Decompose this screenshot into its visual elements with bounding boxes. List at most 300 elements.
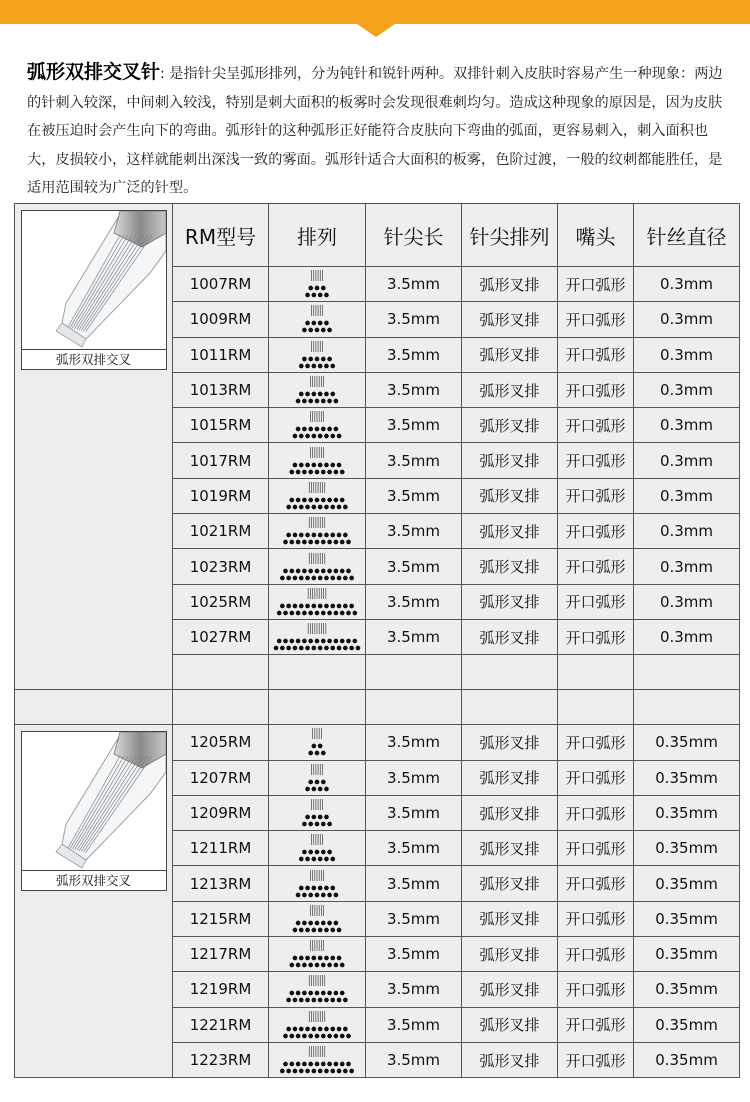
needle-dot bbox=[308, 540, 313, 545]
needle-dot bbox=[343, 1069, 348, 1074]
needle-dot bbox=[286, 575, 291, 580]
needle-dot bbox=[315, 751, 320, 756]
arrangement-diagram-cell bbox=[269, 549, 366, 584]
needle-hairs bbox=[310, 411, 323, 422]
tip-length-cell: 3.5mm bbox=[366, 267, 462, 302]
tip-arrangement-cell: 弧形叉排 bbox=[462, 514, 558, 549]
needle-dot bbox=[315, 469, 320, 474]
needle-dot bbox=[302, 328, 307, 333]
header-diameter: 针丝直径 bbox=[634, 204, 740, 267]
needle-dot bbox=[324, 575, 329, 580]
nozzle-cell: 开口弧形 bbox=[558, 901, 634, 936]
needle-dot bbox=[308, 822, 313, 827]
needle-dot bbox=[324, 786, 329, 791]
needle-dot bbox=[321, 356, 326, 361]
needle-dot bbox=[302, 427, 307, 432]
nozzle-cell: 开口弧形 bbox=[558, 1042, 634, 1077]
needle-dot bbox=[324, 462, 329, 467]
needle-dot bbox=[330, 998, 335, 1003]
needle-dot bbox=[330, 646, 335, 651]
needle-dot bbox=[302, 1033, 307, 1038]
needle-dot bbox=[340, 540, 345, 545]
needle-dot bbox=[340, 639, 345, 644]
needle-dot bbox=[349, 646, 354, 651]
needle-arrangement-diagram bbox=[269, 1043, 365, 1077]
needle-dot bbox=[318, 885, 323, 890]
needle-dot bbox=[330, 603, 335, 608]
needle-dot bbox=[299, 603, 304, 608]
nozzle-cell: 开口弧形 bbox=[558, 584, 634, 619]
needle-dot bbox=[305, 885, 310, 890]
needle-dot bbox=[315, 1062, 320, 1067]
model-cell: 1007RM bbox=[173, 267, 269, 302]
needle-dot bbox=[315, 399, 320, 404]
needle-dot bbox=[330, 575, 335, 580]
needle-dot bbox=[337, 928, 342, 933]
nozzle-cell: 开口弧形 bbox=[558, 795, 634, 830]
needle-dot bbox=[293, 533, 298, 538]
needle-dot bbox=[334, 1033, 339, 1038]
diameter-cell: 0.3mm bbox=[634, 549, 740, 584]
needle-dot bbox=[321, 328, 326, 333]
model-cell: 1221RM bbox=[173, 1007, 269, 1042]
arrangement-diagram-cell bbox=[269, 478, 366, 513]
nozzle-cell: 开口弧形 bbox=[558, 337, 634, 372]
needle-dot bbox=[315, 639, 320, 644]
nozzle-cell: 开口弧形 bbox=[558, 725, 634, 760]
needle-dot bbox=[286, 603, 291, 608]
diameter-cell: 0.35mm bbox=[634, 1007, 740, 1042]
empty-cell bbox=[634, 655, 740, 690]
needle-dot bbox=[330, 363, 335, 368]
needle-arrangement-diagram bbox=[269, 831, 365, 865]
needle-dot bbox=[299, 505, 304, 510]
model-cell: 1209RM bbox=[173, 795, 269, 830]
needle-dot bbox=[334, 1062, 339, 1067]
intro-paragraph bbox=[27, 58, 731, 203]
needle-dot bbox=[346, 1033, 351, 1038]
needle-dot bbox=[302, 568, 307, 573]
needle-dot bbox=[312, 744, 317, 749]
needle-dot bbox=[312, 956, 317, 961]
needle-cartridge-icon bbox=[22, 211, 166, 349]
needle-dot bbox=[324, 603, 329, 608]
model-cell: 1015RM bbox=[173, 408, 269, 443]
nozzle-cell: 开口弧形 bbox=[558, 1007, 634, 1042]
tip-arrangement-cell: 弧形叉排 bbox=[462, 267, 558, 302]
tip-length-cell: 3.5mm bbox=[366, 901, 462, 936]
needle-hairs bbox=[312, 270, 323, 281]
needle-dot bbox=[330, 885, 335, 890]
needle-dot bbox=[308, 751, 313, 756]
needle-dot bbox=[286, 533, 291, 538]
needle-dot bbox=[318, 744, 323, 749]
needle-dot bbox=[308, 1062, 313, 1067]
nozzle-cell: 开口弧形 bbox=[558, 514, 634, 549]
needle-dot bbox=[312, 363, 317, 368]
tip-length-cell: 3.5mm bbox=[366, 478, 462, 513]
tip-arrangement-cell: 弧形叉排 bbox=[462, 831, 558, 866]
needle-dot bbox=[293, 1069, 298, 1074]
empty-cell bbox=[269, 690, 366, 725]
tip-arrangement-cell: 弧形叉排 bbox=[462, 1007, 558, 1042]
needle-dot bbox=[337, 575, 342, 580]
needle-dot bbox=[308, 328, 313, 333]
needle-hairs bbox=[310, 905, 323, 916]
needle-hairs bbox=[309, 975, 324, 986]
needle-dot bbox=[308, 892, 313, 897]
arrangement-diagram-cell bbox=[269, 1042, 366, 1077]
intro-text: : 是指针尖呈弧形排列，分为钝针和锐针两种。双排针刺入皮肤时容易产生一种现象：两边的针刺入较深，中间刺入较浅，特别是刺大面积的板雾时会发现很难刺均匀。造成这种现象的原因是，因为皮肤在被压迫时会产生向下的弯曲。弧形针的这种弧形正好能符合皮肤向下弯曲的弧面，更容易刺入，刺入面积也大，皮损较小，这样就能刺出深浅一致的雾面。弧形针适合大面积的板雾，色阶过渡，一般的纹刺都能胜任，是适用范围较为广泛的针型。 bbox=[27, 66, 723, 197]
needle-dot bbox=[305, 434, 310, 439]
needle-dot bbox=[299, 956, 304, 961]
needle-dot bbox=[343, 533, 348, 538]
needle-dot bbox=[324, 434, 329, 439]
needle-dot bbox=[305, 293, 310, 298]
nozzle-cell: 开口弧形 bbox=[558, 478, 634, 513]
needle-dot bbox=[324, 885, 329, 890]
needle-dot bbox=[315, 610, 320, 615]
model-cell: 1019RM bbox=[173, 478, 269, 513]
needle-dot bbox=[330, 434, 335, 439]
nozzle-cell: 开口弧形 bbox=[558, 619, 634, 654]
arrangement-diagram-cell bbox=[269, 302, 366, 337]
arrangement-diagram-cell bbox=[269, 619, 366, 654]
needle-dot bbox=[312, 998, 317, 1003]
needle-dot bbox=[343, 505, 348, 510]
needle-dot bbox=[318, 646, 323, 651]
needle-arrangement-diagram bbox=[269, 867, 365, 901]
needle-dot bbox=[286, 1026, 291, 1031]
needle-dot bbox=[321, 892, 326, 897]
model-cell: 1207RM bbox=[173, 760, 269, 795]
needle-dot bbox=[315, 963, 320, 968]
needle-dot bbox=[312, 857, 317, 862]
needle-dot bbox=[321, 963, 326, 968]
needle-dot bbox=[327, 356, 332, 361]
needle-dot bbox=[327, 1033, 332, 1038]
product-image-cell-1 bbox=[15, 204, 173, 690]
tip-length-cell: 3.5mm bbox=[366, 619, 462, 654]
diameter-cell: 0.3mm bbox=[634, 337, 740, 372]
tip-length-cell: 3.5mm bbox=[366, 1007, 462, 1042]
needle-dot bbox=[289, 1062, 294, 1067]
needle-dot bbox=[299, 928, 304, 933]
needle-dot bbox=[308, 286, 313, 291]
header-layout: 排列 bbox=[269, 204, 366, 267]
needle-arrangement-diagram bbox=[269, 338, 365, 372]
needle-dot bbox=[327, 540, 332, 545]
header-tip-arrangement: 针尖排列 bbox=[462, 204, 558, 267]
needle-dot bbox=[334, 427, 339, 432]
nozzle-cell: 开口弧形 bbox=[558, 302, 634, 337]
tip-length-cell: 3.5mm bbox=[366, 866, 462, 901]
needle-dot bbox=[286, 505, 291, 510]
needle-dot bbox=[327, 921, 332, 926]
needle-dot bbox=[327, 469, 332, 474]
needle-dot bbox=[318, 857, 323, 862]
needle-dot bbox=[340, 469, 345, 474]
needle-dot bbox=[327, 639, 332, 644]
needle-dot bbox=[324, 646, 329, 651]
top-accent-bar bbox=[0, 0, 750, 24]
needle-arrangement-diagram bbox=[269, 408, 365, 442]
arrangement-diagram-cell bbox=[269, 866, 366, 901]
tip-arrangement-cell: 弧形叉排 bbox=[462, 478, 558, 513]
needle-dot bbox=[302, 892, 307, 897]
needle-dot bbox=[346, 540, 351, 545]
needle-arrangement-diagram bbox=[269, 902, 365, 936]
diameter-cell: 0.35mm bbox=[634, 725, 740, 760]
tip-arrangement-cell: 弧形叉排 bbox=[462, 619, 558, 654]
needle-arrangement-diagram bbox=[269, 373, 365, 407]
needle-hairs bbox=[312, 341, 323, 352]
needle-dot bbox=[321, 469, 326, 474]
needle-dot bbox=[305, 956, 310, 961]
header-nozzle: 嘴头 bbox=[558, 204, 634, 267]
needle-dot bbox=[318, 434, 323, 439]
needle-dot bbox=[349, 575, 354, 580]
needle-dot bbox=[318, 786, 323, 791]
needle-dot bbox=[312, 815, 317, 820]
needle-hairs bbox=[309, 553, 324, 564]
needle-dot bbox=[327, 498, 332, 503]
needle-dot bbox=[289, 568, 294, 573]
needle-hairs bbox=[310, 447, 323, 458]
needle-arrangement-diagram bbox=[269, 444, 365, 478]
tip-length-cell: 3.5mm bbox=[366, 443, 462, 478]
table-row bbox=[15, 725, 740, 760]
needle-dot bbox=[343, 603, 348, 608]
needle-dot bbox=[321, 1033, 326, 1038]
nozzle-cell: 开口弧形 bbox=[558, 267, 634, 302]
tip-arrangement-cell: 弧形叉排 bbox=[462, 408, 558, 443]
arrangement-diagram-cell bbox=[269, 760, 366, 795]
needle-dot bbox=[321, 991, 326, 996]
needle-dot bbox=[352, 639, 357, 644]
needle-dot bbox=[283, 1033, 288, 1038]
needle-dot bbox=[318, 815, 323, 820]
needle-dot bbox=[330, 1026, 335, 1031]
diameter-cell: 0.35mm bbox=[634, 866, 740, 901]
needle-dot bbox=[321, 751, 326, 756]
needle-hairs bbox=[310, 376, 323, 387]
arrangement-diagram-cell bbox=[269, 372, 366, 407]
needle-dot bbox=[346, 639, 351, 644]
needle-dot bbox=[315, 328, 320, 333]
needle-dot bbox=[296, 399, 301, 404]
tip-arrangement-cell: 弧形叉排 bbox=[462, 725, 558, 760]
needle-dot bbox=[343, 1026, 348, 1031]
model-cell: 1009RM bbox=[173, 302, 269, 337]
needle-dot bbox=[330, 392, 335, 397]
needle-dot bbox=[340, 568, 345, 573]
needle-dot bbox=[334, 639, 339, 644]
needle-dot bbox=[334, 498, 339, 503]
needle-dot bbox=[334, 610, 339, 615]
needle-dot bbox=[324, 928, 329, 933]
needle-dot bbox=[305, 363, 310, 368]
needle-dot bbox=[308, 568, 313, 573]
tip-length-cell: 3.5mm bbox=[366, 725, 462, 760]
needle-dot bbox=[349, 1069, 354, 1074]
needle-arrangement-diagram bbox=[269, 761, 365, 795]
needle-dot bbox=[277, 639, 282, 644]
needle-hairs bbox=[312, 799, 323, 810]
needle-hairs bbox=[309, 1011, 324, 1022]
arrangement-diagram-cell bbox=[269, 937, 366, 972]
model-cell: 1013RM bbox=[173, 372, 269, 407]
needle-dot bbox=[327, 963, 332, 968]
needle-dot bbox=[305, 1069, 310, 1074]
needle-dot bbox=[286, 1069, 291, 1074]
needle-dot bbox=[308, 639, 313, 644]
needle-hairs bbox=[309, 517, 324, 528]
needle-dot bbox=[340, 963, 345, 968]
needle-dot bbox=[337, 956, 342, 961]
table-header-row bbox=[15, 204, 740, 267]
empty-cell bbox=[558, 690, 634, 725]
needle-dot bbox=[337, 1069, 342, 1074]
arrangement-diagram-cell bbox=[269, 795, 366, 830]
needle-dot bbox=[305, 928, 310, 933]
diameter-cell: 0.3mm bbox=[634, 443, 740, 478]
needle-dot bbox=[302, 540, 307, 545]
needle-dot bbox=[296, 540, 301, 545]
needle-dot bbox=[315, 568, 320, 573]
product-image-cell-2 bbox=[15, 725, 173, 1078]
needle-dot bbox=[280, 646, 285, 651]
needle-dot bbox=[305, 1026, 310, 1031]
tip-length-cell: 3.5mm bbox=[366, 972, 462, 1007]
header-model: RM型号 bbox=[173, 204, 269, 267]
needle-dot bbox=[343, 646, 348, 651]
nozzle-cell: 开口弧形 bbox=[558, 549, 634, 584]
needle-dot bbox=[352, 610, 357, 615]
needle-arrangement-diagram bbox=[269, 479, 365, 513]
needle-dot bbox=[346, 1062, 351, 1067]
arrangement-diagram-cell bbox=[269, 1007, 366, 1042]
needle-dot bbox=[296, 469, 301, 474]
empty-cell bbox=[558, 655, 634, 690]
needle-arrangement-diagram bbox=[269, 302, 365, 336]
needle-hairs bbox=[310, 870, 323, 881]
needle-dot bbox=[324, 956, 329, 961]
arrangement-diagram-cell bbox=[269, 831, 366, 866]
needle-dot bbox=[327, 892, 332, 897]
image-caption-1: 弧形双排交叉 bbox=[22, 349, 166, 369]
needle-dot bbox=[289, 1033, 294, 1038]
needle-dot bbox=[302, 1062, 307, 1067]
needle-dot bbox=[318, 956, 323, 961]
needle-dot bbox=[321, 498, 326, 503]
needle-dot bbox=[315, 498, 320, 503]
needle-dot bbox=[318, 998, 323, 1003]
needle-dot bbox=[283, 1062, 288, 1067]
needle-dot bbox=[324, 857, 329, 862]
needle-hairs bbox=[313, 728, 322, 739]
header-tip-length: 针尖长 bbox=[366, 204, 462, 267]
tip-length-cell: 3.5mm bbox=[366, 302, 462, 337]
needle-dot bbox=[302, 850, 307, 855]
needle-dot bbox=[340, 1033, 345, 1038]
needle-dot bbox=[293, 434, 298, 439]
needle-dot bbox=[305, 786, 310, 791]
tip-arrangement-cell: 弧形叉排 bbox=[462, 337, 558, 372]
needle-dot bbox=[293, 956, 298, 961]
needle-dot bbox=[312, 786, 317, 791]
model-cell: 1021RM bbox=[173, 514, 269, 549]
needle-dot bbox=[337, 462, 342, 467]
tip-arrangement-cell: 弧形叉排 bbox=[462, 1042, 558, 1077]
arrangement-diagram-cell bbox=[269, 514, 366, 549]
needle-dot bbox=[349, 603, 354, 608]
needle-dot bbox=[334, 991, 339, 996]
needle-dot bbox=[318, 1026, 323, 1031]
needle-dot bbox=[312, 928, 317, 933]
needle-dot bbox=[305, 392, 310, 397]
needle-dot bbox=[296, 921, 301, 926]
nozzle-cell: 开口弧形 bbox=[558, 372, 634, 407]
diameter-cell: 0.35mm bbox=[634, 831, 740, 866]
needle-dot bbox=[318, 1069, 323, 1074]
needle-dot bbox=[315, 991, 320, 996]
tip-length-cell: 3.5mm bbox=[366, 831, 462, 866]
needle-dot bbox=[327, 850, 332, 855]
nozzle-cell: 开口弧形 bbox=[558, 408, 634, 443]
needle-dot bbox=[318, 363, 323, 368]
needle-dot bbox=[343, 575, 348, 580]
needle-spec-table bbox=[14, 203, 740, 1078]
needle-dot bbox=[277, 610, 282, 615]
needle-dot bbox=[296, 427, 301, 432]
needle-dot bbox=[296, 892, 301, 897]
empty-cell bbox=[173, 690, 269, 725]
needle-dot bbox=[308, 399, 313, 404]
needle-dot bbox=[280, 1069, 285, 1074]
arrangement-diagram-cell bbox=[269, 725, 366, 760]
needle-dot bbox=[302, 399, 307, 404]
diameter-cell: 0.3mm bbox=[634, 408, 740, 443]
model-cell: 1011RM bbox=[173, 337, 269, 372]
needle-dot bbox=[302, 498, 307, 503]
needle-dot bbox=[296, 498, 301, 503]
needle-dot bbox=[330, 533, 335, 538]
needle-dot bbox=[312, 533, 317, 538]
needle-dot bbox=[343, 998, 348, 1003]
nozzle-cell: 开口弧形 bbox=[558, 866, 634, 901]
needle-arrangement-diagram bbox=[269, 550, 365, 584]
needle-dot bbox=[315, 540, 320, 545]
arrangement-diagram-cell bbox=[269, 337, 366, 372]
needle-dot bbox=[327, 427, 332, 432]
needle-dot bbox=[289, 498, 294, 503]
needle-dot bbox=[299, 1069, 304, 1074]
needle-dot bbox=[283, 610, 288, 615]
needle-cartridge-icon bbox=[22, 732, 166, 870]
model-cell: 1219RM bbox=[173, 972, 269, 1007]
needle-dot bbox=[321, 822, 326, 827]
needle-hairs bbox=[310, 940, 323, 951]
needle-dot bbox=[312, 293, 317, 298]
needle-dot bbox=[308, 469, 313, 474]
needle-dot bbox=[296, 568, 301, 573]
empty-cell bbox=[462, 655, 558, 690]
needle-dot bbox=[289, 963, 294, 968]
needle-dot bbox=[324, 363, 329, 368]
model-cell: 1217RM bbox=[173, 937, 269, 972]
needle-arrangement-diagram bbox=[269, 514, 365, 548]
